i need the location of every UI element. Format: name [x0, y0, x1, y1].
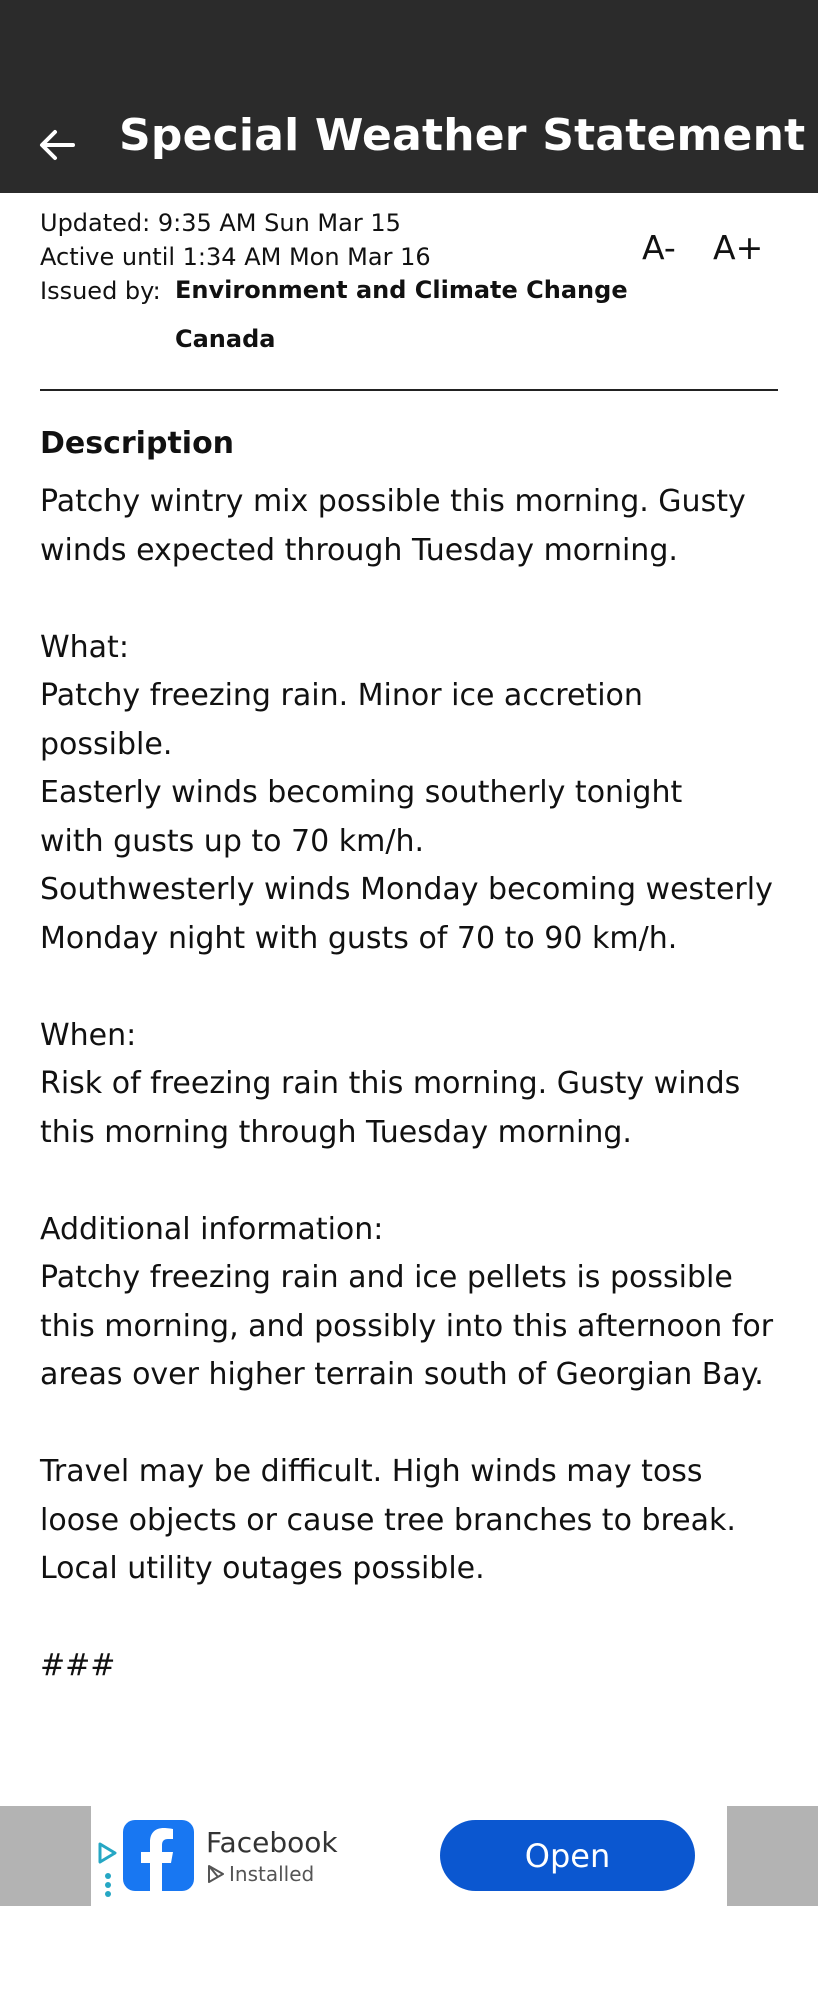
facebook-logo-icon [123, 1820, 194, 1891]
description-heading: Description [40, 426, 235, 461]
ad-app-name: Facebook [206, 1826, 338, 1859]
issued-by-value: Environment and Climate Change Canada [175, 276, 628, 353]
issued-by-label: Issued by: [40, 277, 161, 305]
divider [40, 389, 778, 391]
ad-banner[interactable] [0, 1806, 818, 1906]
what-line: Easterly winds becoming southerly tonight with gusts up to 70 km/h. [40, 775, 683, 859]
page-title: Special Weather Statement [119, 110, 806, 161]
updated-time: Updated: 9:35 AM Sun Mar 15 [40, 209, 401, 237]
open-button[interactable]: Open [440, 1820, 695, 1891]
what-line: Patchy freezing rain. Minor ice accretion possible. [40, 678, 643, 762]
ad-choices-icon[interactable] [96, 1842, 118, 1864]
alert-meta [40, 206, 640, 364]
play-store-icon [208, 1865, 224, 1883]
end-mark: ### [40, 1648, 116, 1683]
app-bar [0, 0, 818, 193]
back-button[interactable] [30, 118, 84, 172]
when-line: Risk of freezing rain this morning. Gusty winds this morning through Tuesday morning. [40, 1066, 741, 1150]
when-label: When: [40, 1017, 137, 1053]
installed-label: Installed [229, 1862, 315, 1886]
active-until: Active until 1:34 AM Mon Mar 16 [40, 243, 431, 271]
increase-font-button[interactable]: A+ [713, 228, 764, 267]
additional-line: Patchy freezing rain and ice pellets is possible this morning, and possibly into this afternoon for areas over higher terrain south of Georgian Bay. [40, 1260, 774, 1392]
more-options-icon[interactable] [104, 1872, 112, 1898]
what-label: What: [40, 629, 129, 665]
ad-side-panel [0, 1806, 91, 1906]
decrease-font-button[interactable]: A- [642, 228, 676, 267]
additional-line: Travel may be difficult. High winds may toss loose objects or cause tree branches to break. Local utility outages possible. [40, 1454, 736, 1586]
ad-install-status [208, 1862, 314, 1886]
additional-label: Additional information: [40, 1211, 384, 1247]
arrow-left-icon [39, 128, 75, 162]
summary-text: Patchy wintry mix possible this morning. Gusty winds expected through Tuesday morning. [40, 484, 746, 568]
issued-by [40, 274, 640, 364]
what-line: Southwesterly winds Monday becoming westerly Monday night with gusts of 70 to 90 km/h. [40, 872, 773, 956]
ad-side-panel [727, 1806, 818, 1906]
description-body [40, 478, 790, 1691]
